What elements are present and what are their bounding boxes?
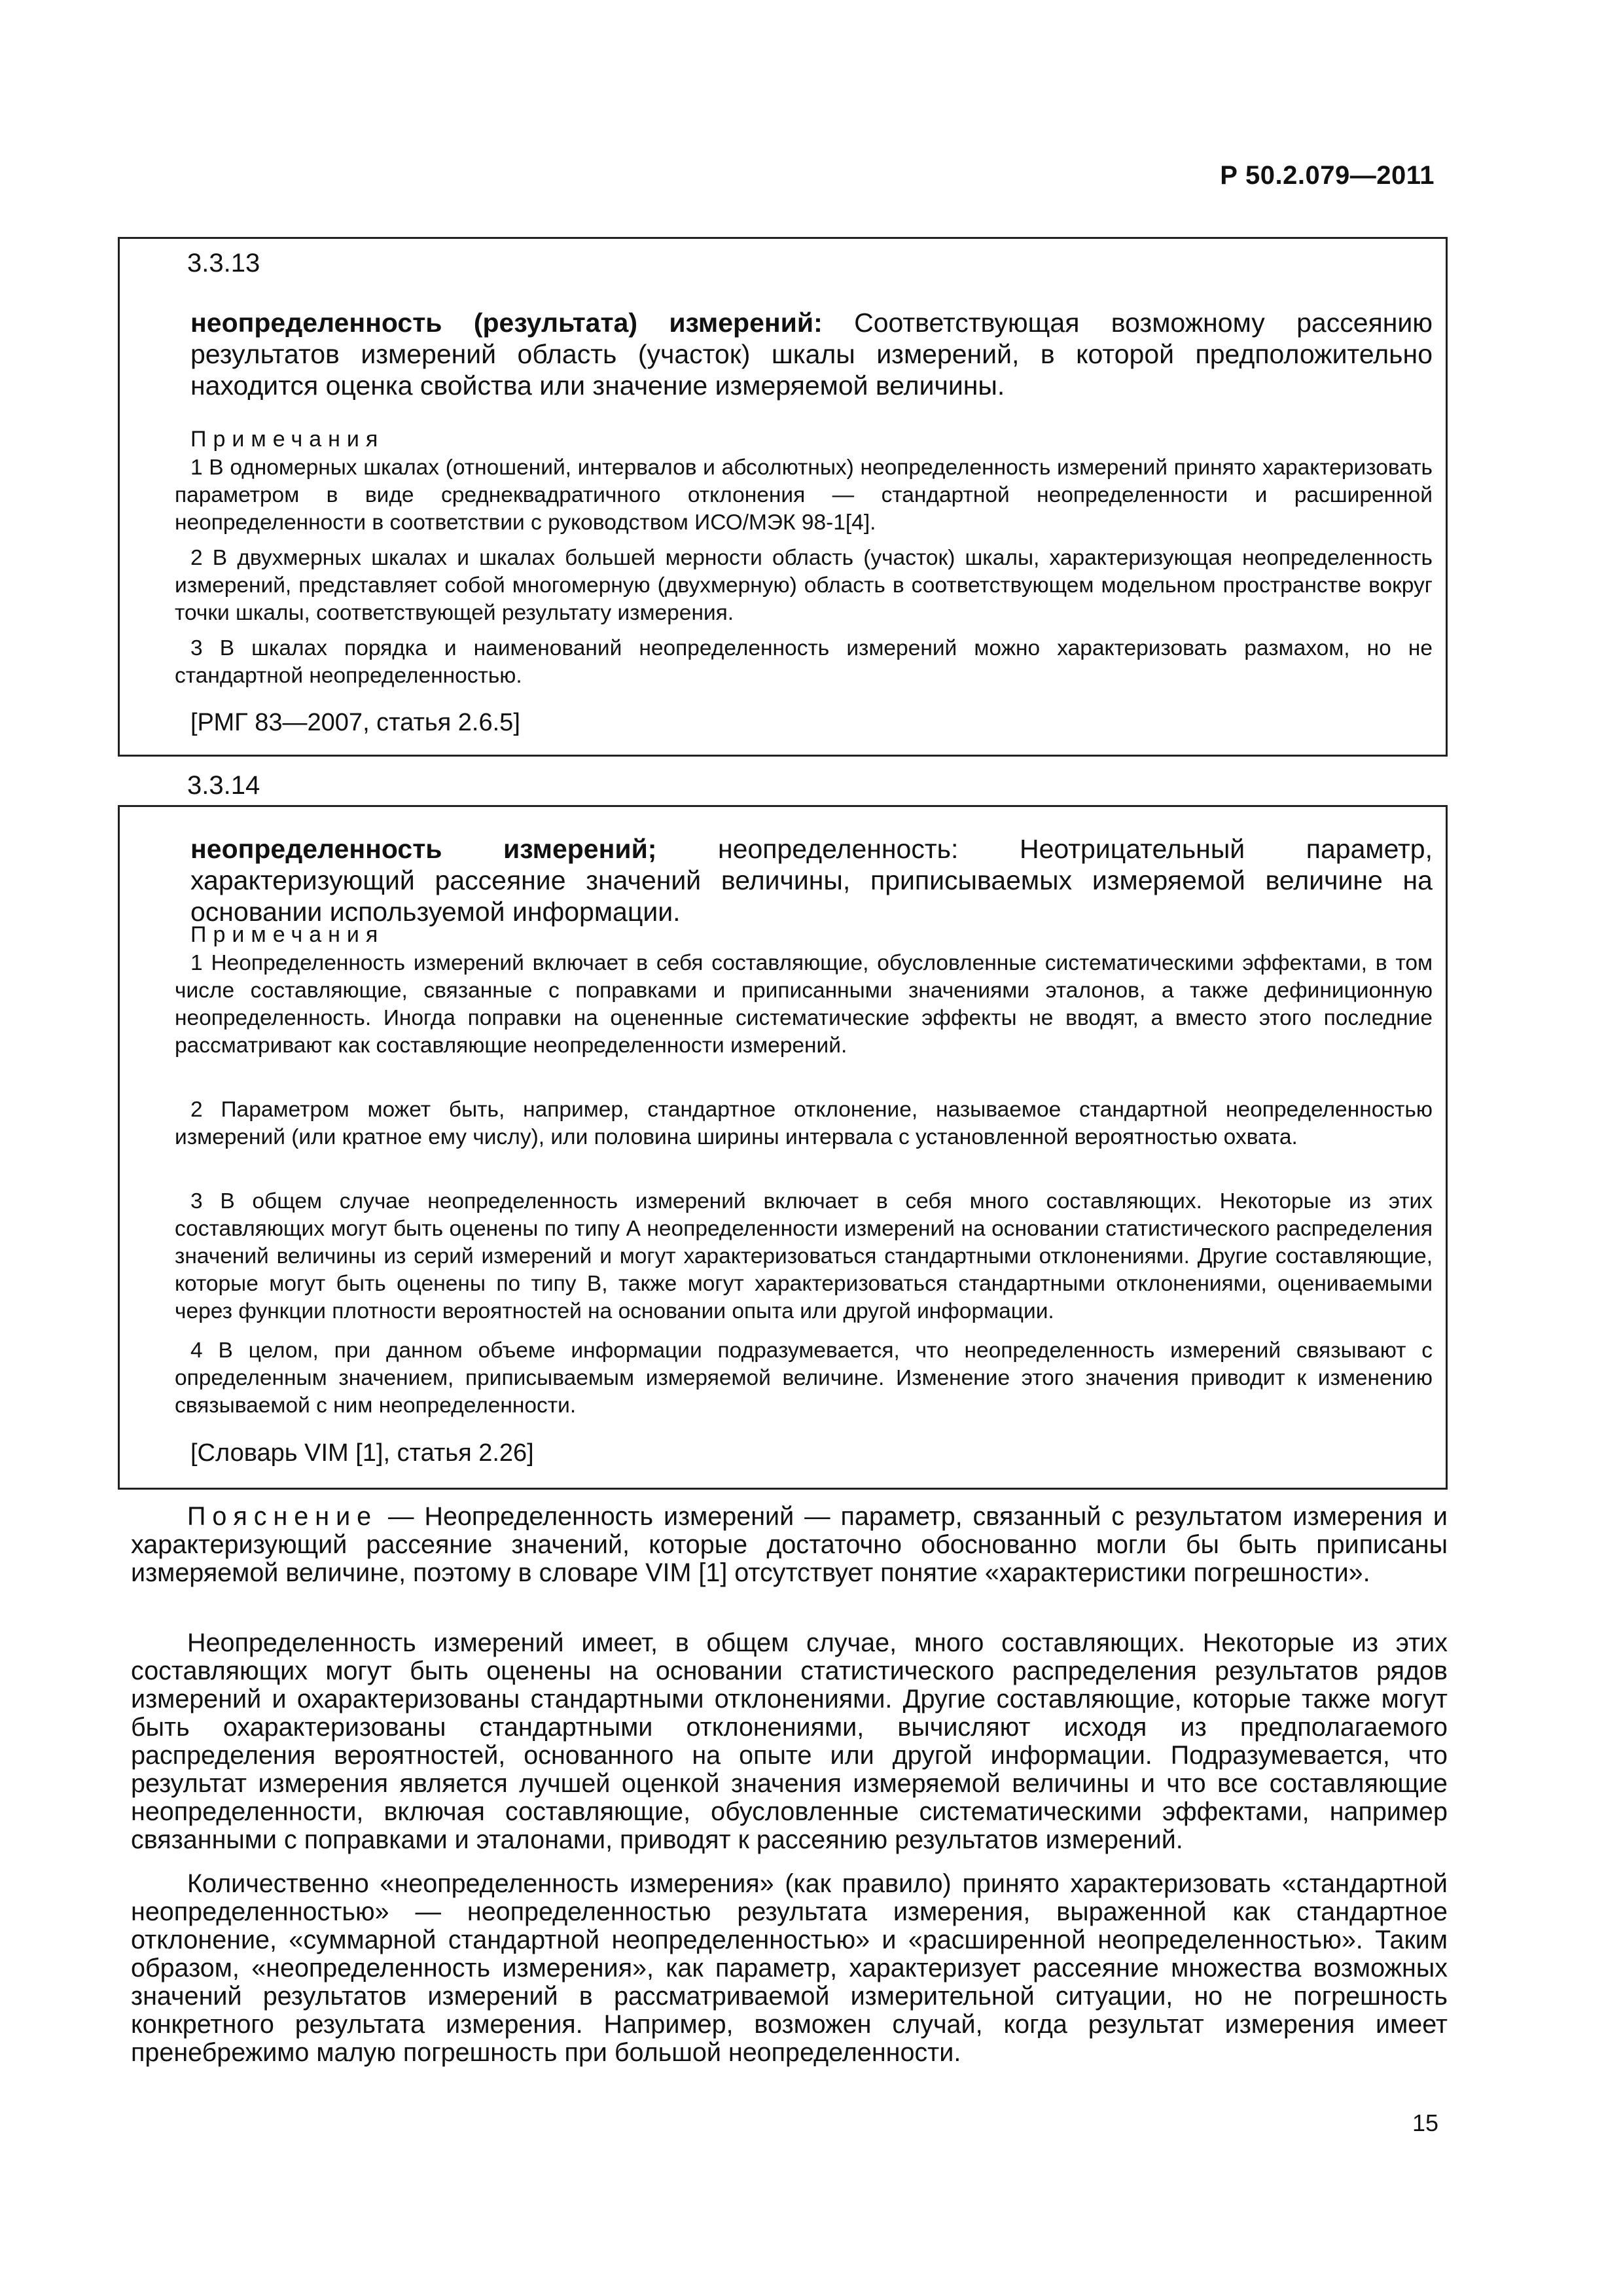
note-item: 1 Неопределенность измерений включает в себя составляющие, обусловленные систематическими эффектами, в том числе составляющие, связанные с поправками и приписанными значениями эталонов, а также дефиниционную неопределенность. Иногда поправки на оцененные систематические эффекты не вводят, а вместо этого последние рассматривают как составляющие неопределенности измерений. — [175, 951, 1433, 1058]
note-item: 1 В одномерных шкалах (отношений, интервалов и абсолютных) неопределенность измерений принято характеризовать параметром в виде среднеквадратичного отклонения — стандартной неопределенности и расширенной неопределенности в соответствии с руководством ИСО/МЭК 98-1[4]. — [175, 456, 1433, 535]
source-reference: [РМГ 83—2007, статья 2.6.5] — [190, 709, 520, 736]
body-paragraph: Неопределенность измерений имеет, в общем случае, много составляющих. Некоторые из этих составляющих могут быть оценены на основании статистического распределения результатов рядов измерений и охарактеризованы стандартными отклонениями. Другие составляющие, которые также могут быть охарактеризованы стандартными отклонениями, вычисляют исходя из предполагаемого распределения вероятностей, основанного на опыте или другой информации. Подразумевается, что результат измерения является лучшей оценкой значения измеряемой величины и что все составляющие неопределенности, включая составляющие, обусловленные систематическими эффектами, например связанными с поправками и эталонами, приводят к рассеянию результатов измерений. — [131, 1628, 1448, 1854]
notes-heading: Примечания — [190, 922, 385, 947]
explanation-text: — Неопределенность измерений — параметр, связанный с результатом измерения и характеризующий рассеяние значений, которые достаточно обоснованно могли бы быть приписаны измеряемой величине, поэтому в словаре VIM [1] отсутствует понятие «характеристики погрешности». — [131, 1502, 1448, 1587]
explanation-label: Пояснение — [187, 1502, 378, 1531]
notes-heading: Примечания — [190, 427, 385, 452]
definition-text: неопределенность: Неотрицательный параметр, характеризующий рассеяние значений величины, приписываемых измеряемой величине на основании используемой информации. — [190, 834, 1433, 927]
term-name: неопределенность (результата) измерений: — [190, 308, 823, 338]
term-box-3-3-14 — [118, 805, 1448, 1490]
term-definition — [190, 307, 1433, 401]
note-item: 3 В шкалах порядка и наименований неопределенность измерений можно характеризовать размахом, но не стандартной неопределенностью. — [175, 636, 1433, 688]
page-number: 15 — [1412, 2109, 1438, 2136]
term-definition — [190, 833, 1433, 927]
explanation-paragraph — [131, 1503, 1448, 1587]
note-item: 3 В общем случае неопределенность измерений включает в себя много составляющих. Некоторые из этих составляющих могут быть оценены по типу А неопределенности измерений на основании статистического распределения значений величины из серий измерений и могут характеризоваться стандартными отклонениями. Другие составляющие, которые могут быть оценены по типу В, также могут характеризоваться стандартными отклонениями, оцениваемыми через функции плотности вероятностей на основании опыта или другой информации. — [175, 1189, 1433, 1323]
document-code: Р 50.2.079—2011 — [1220, 161, 1435, 190]
body-paragraph: Количественно «неопределенность измерения» (как правило) принято характеризовать «стандартной неопределенностью» — неопределенностью результата измерения, выраженной как стандартное отклонение, «суммарной стандартной неопределенностью» и «расширенной неопределенностью». Таким образом, «неопределенность измерения», как параметр, характеризует рассеяние множества возможных значений результатов измерений в рассматриваемой измерительной ситуации, но не погрешность конкретного результата измерения. Например, возможен случай, когда результат измерения имеет пренебрежимо малую погрешность при большой неопределенности. — [131, 1869, 1448, 2067]
term-number: 3.3.14 — [187, 771, 260, 800]
note-item: 2 В двухмерных шкалах и шкалах большей мерности область (участок) шкалы, характеризующая неопределенность измерений, представляет собой многомерную (двухмерную) область в соответствующем модельном пространстве вокруг точки шкалы, соответствующей результату измерения. — [175, 546, 1433, 625]
note-item: 4 В целом, при данном объеме информации подразумевается, что неопределенность измерений связывают с определенным значением, приписываемым измеряемой величине. Изменение этого значения приводит к изменению связываемой с ним неопределенности. — [175, 1338, 1433, 1418]
note-item: 2 Параметром может быть, например, стандартное отклонение, называемое стандартной неопределенностью измерений (или кратное ему числу), или половина ширины интервала с установленной вероятностью охвата. — [175, 1098, 1433, 1149]
term-box-3-3-13 — [118, 237, 1448, 757]
term-name: неопределенность измерений; — [190, 834, 657, 864]
source-reference: [Словарь VIM [1], статья 2.26] — [190, 1439, 534, 1467]
definition-text: Соответствующая возможному рассеянию результатов измерений область (участок) шкалы измерений, в которой предположительно находится оценка свойства или значение измеряемой величины. — [190, 308, 1433, 401]
term-number: 3.3.13 — [187, 249, 260, 278]
